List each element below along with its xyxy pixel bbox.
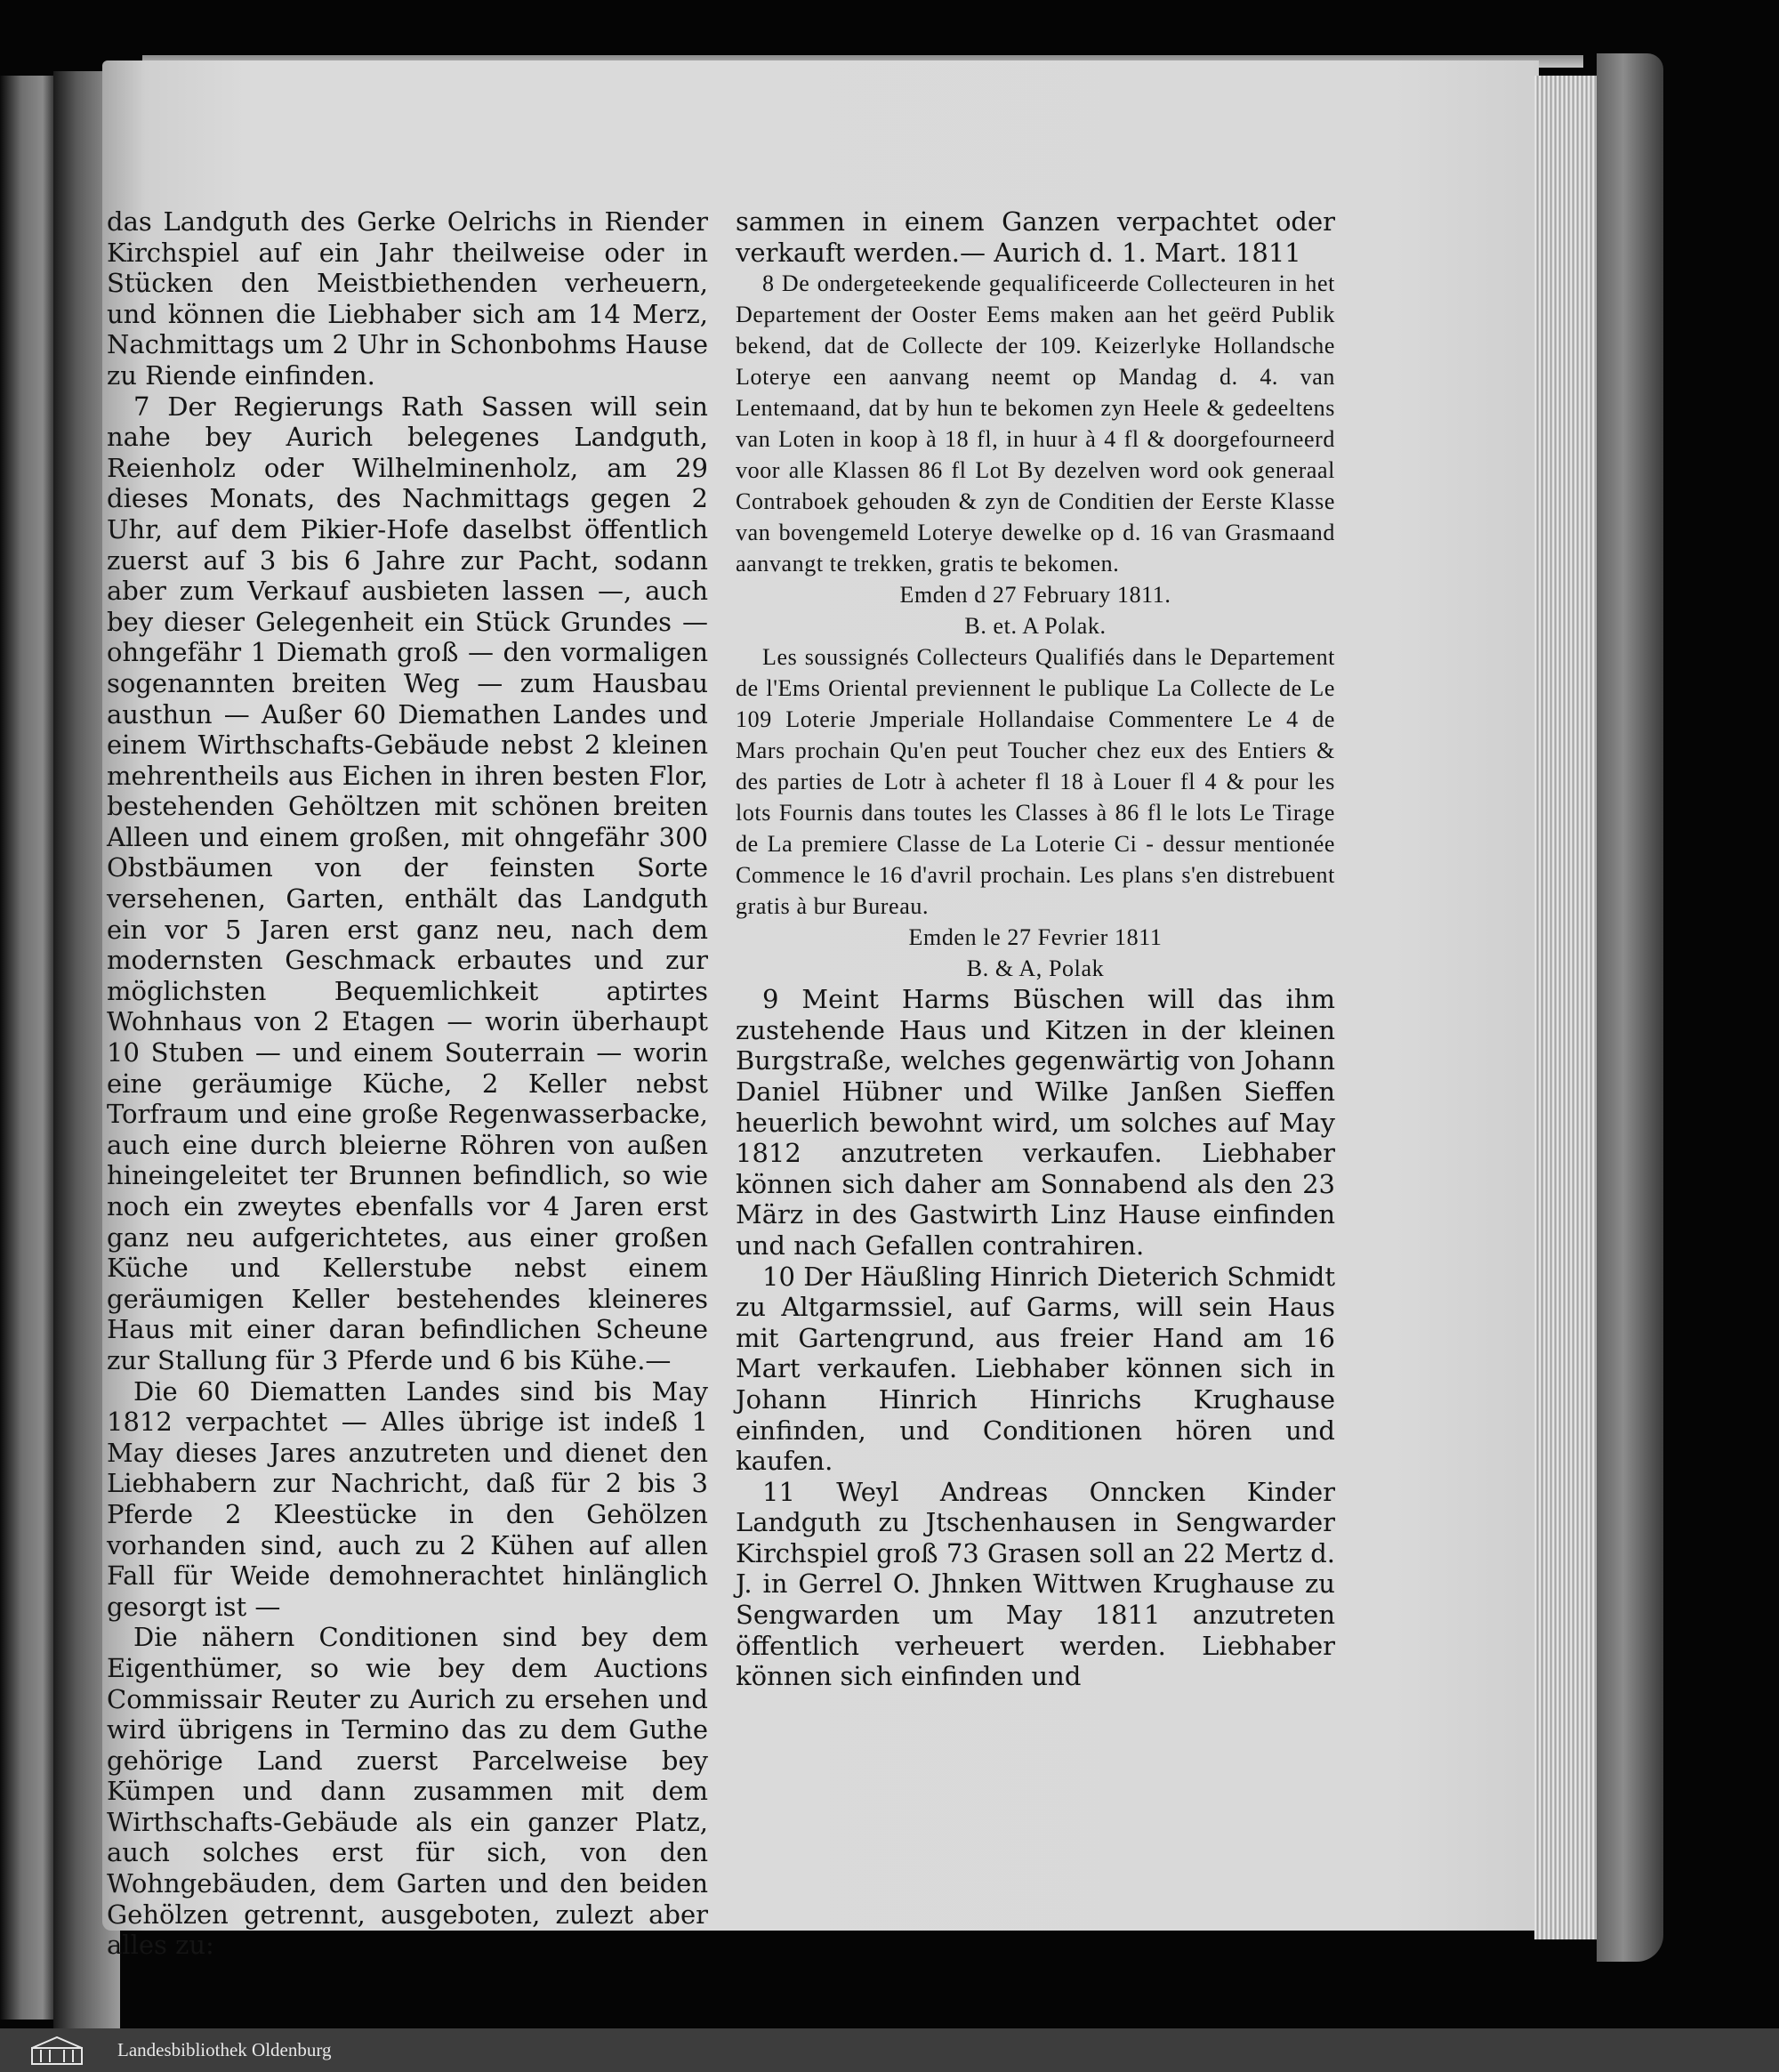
paragraph-diematten: Die 60 Diematten Landes sind bis May 1812 verpachtet — Alles übrige ist indeß 1 May dieses Jares anzutreten und dienet den Liebhabern zur Nachricht, daß für 2 bis 3 Pferde 2 Kleestücke in den Gehölzen vorhanden sind, auch zu 2 Kühen auf allen Fall für Weide demohnerachtet hinlänglich gesorgt ist — [107, 1375, 708, 1622]
dutch-notice-date: Emden d 27 February 1811. [899, 582, 1171, 609]
library-footer-label[interactable]: Landesbibliothek Oldenburg [117, 2039, 332, 2060]
left-page-edge [0, 76, 53, 2020]
paragraph-item-9: 9 Meint Harms Büschen will das ihm zustehende Haus und Kitzen in der kleinen Burgstraße, welches gegenwärtig von Johann Daniel Hübner und Wilke Janßen Sieffen heuerlich bewohnt wird, um solches auf May 1812 anzutreten verkaufen. Liebhaber können sich daher am Sonnabend als den 23 März in des Gastwirth Linz Hause einfinden und nach Gefallen contrahiren. [736, 984, 1335, 1261]
left-text-column [107, 206, 708, 1961]
paragraph-item-8-dutch: 8 De ondergeteekende gequalificeerde Collecteuren in het Departement der Ooster Eems maken aan het geërd Publik bekend, dat de Collecte der 109. Keizerlyke Hollandsche Loterye een aanvang neemt op Mandag d. 4. van Lentemaand, dat by hun te bekomen zyn Heele & gedeeltens van Loten in koop à 18 fl, in huur à 4 fl & doorgefourneerd voor alle Klassen 86 fl Lot By dezelven word ook generaal Contraboek gehouden & zyn de Conditien der Eerste Klasse van bovengemeld Loterye dewelke op d. 16 van Grasmaand aanvangt te trekken, gratis te bekomen. [736, 270, 1335, 577]
french-notice-signature: B. & A, Polak [966, 955, 1105, 982]
page-stack-edges [1534, 76, 1606, 1939]
paragraph-landguth-oelrichs: das Landguth des Gerke Oelrichs in Riender Kirchspiel auf ein Jahr theilweise oder in Stücken den Meistbiethenden verheuern, und können die Liebhaber sich am 14 Merz, Nachmittags um 2 Uhr in Schonbohms Hause zu Riende einfinden. [107, 206, 708, 391]
paragraph-french-notice: Les soussignés Collecteurs Qualifiés dans le Departement de l'Ems Oriental previennent le publique La Collecte de Le 109 Loterie Jmperiale Hollandaise Commentere Le 4 de Mars prochain Qu'en peut Toucher chez eux des Entiers & des parties de Lotr à acheter fl 18 à Louer fl 4 & pour les lots Fournis dans toutes les Classes à 86 fl le lots Le Tirage de La premiere Classe de La Loterie Ci - dessur mentionée Commence le 16 d'avril prochain. Les plans s'en distrebuent gratis à bur Bureau. [736, 644, 1335, 920]
french-notice-date: Emden le 27 Fevrier 1811 [908, 924, 1163, 951]
paragraph-item-11: 11 Weyl Andreas Onncken Kinder Landguth zu Jtschenhausen in Sengwarder Kirchspiel groß 73 Grasen soll an 22 Mertz d. J. in Gerrel O. Jhnken Wittwen Krughause zu Sengwarden um May 1811 anzutreten öffentlich verheuert werden. Liebhaber können sich einfinden und [736, 1476, 1335, 1692]
right-text-column [736, 206, 1335, 1692]
paragraph-item-10: 10 Der Häußling Hinrich Dieterich Schmidt zu Altgarmssiel, auf Garms, will sein Haus mit Gartengrund, aus freier Hand am 16 Mart verkaufen. Liebhaber können sich in Johann Hinrich Hinrichs Krughause einfinden, und Conditionen hören und kaufen. [736, 1261, 1335, 1477]
book-cover-edge [1597, 53, 1663, 1962]
library-building-icon [30, 2036, 84, 2066]
dutch-notice-signature: B. et. A Polak. [964, 613, 1107, 640]
paragraph-continuation: sammen in einem Ganzen verpachtet oder verkauft werden.— Aurich d. 1. Mart. 1811 [736, 206, 1335, 268]
library-footer-banner [0, 2028, 1779, 2072]
paragraph-conditionen: Die nähern Conditionen sind bey dem Eigenthümer, so wie bey dem Auctions Commissair Reuter zu Aurich zu ersehen und wird übrigens in Termino das zu dem Guthe gehörige Land zuerst Parcelweise bey Kümpen und dann zusammen mit dem Wirthschafts-Gebäude als ein ganzer Platz, auch solches erst für sich, von den Wohngebäuden, dem Garten und den beiden Gehölzen getrennt, ausgeboten, zulezt aber alles zu: [107, 1622, 708, 1961]
paragraph-item-7: 7 Der Regierungs Rath Sassen will sein nahe bey Aurich belegenes Landguth, Reienholz oder Wilhelminenholz, am 29 dieses Monats, des Nachmittags gegen 2 Uhr, auf dem Pikier-Hofe daselbst öffentlich zuerst auf 3 bis 6 Jahre zur Pacht, sodann aber zum Verkauf ausbieten lassen —, auch bey dieser Gelegenheit ein Stück Grundes — ohngefähr 1 Diemath groß — den vormaligen sogenannten breiten Weg — zum Hausbau austhun — Außer 60 Diemathen Landes und einem Wirthschafts-Gebäude nebst 2 kleinen mehrentheils aus Eichen in ihren besten Flor, bestehenden Gehöltzen mit schönen breiten Alleen und einem großen, mit ohngefähr 300 Obstbäumen von der feinsten Sorte versehenen, Garten, enthält das Landguth ein vor 5 Jaren erst ganz neu, nach dem modernsten Geschmack erbautes und zur möglichsten Bequemlichkeit aptirtes Wohnhaus von 2 Etagen — worin überhaupt 10 Stuben — und einem Souterrain — worin eine geräumige Küche, 2 Keller nebst Torfraum und eine große Regenwasserbacke, auch eine durch bleierne Röhren von außen hineingeleitet ter Brunnen befindlich, so wie noch ein zweytes ebenfalls vor 4 Jaren erst ganz neu aufgerichtetes, aus einer großen Küche und Kellerstube nebst einem geräumigen Keller bestehendes kleineres Haus mit einer daran befindlichen Scheune zur Stallung für 3 Pferde und 6 bis Kühe.— [107, 391, 708, 1375]
